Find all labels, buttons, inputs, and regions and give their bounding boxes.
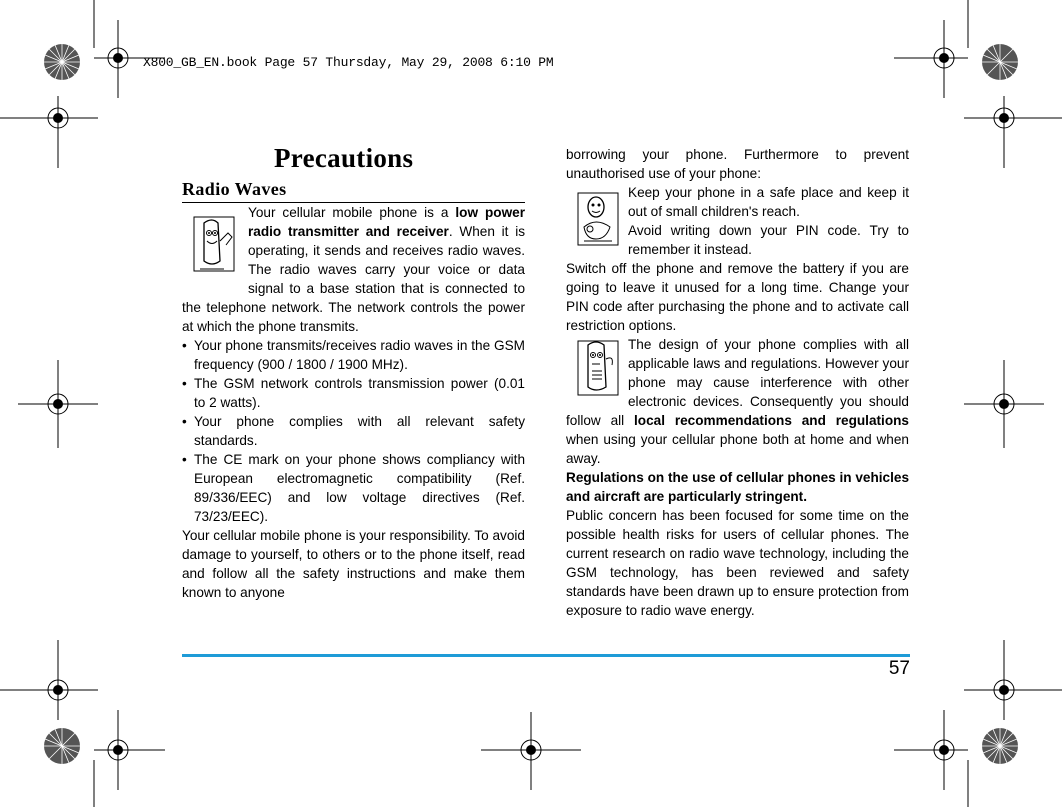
design-text-b: when using your cellular phone both at home and when away. <box>566 432 909 466</box>
continuation-paragraph: borrowing your phone. Furthermore to prevent unauthorised use of your phone: <box>566 147 909 181</box>
intro-text-b: . When it is operating, it sends and receives radio waves. The radio waves carry your voice or data signal to a base station that is connected to the telephone network. The network controls the power at which the phone transmits. <box>182 224 526 334</box>
starburst-mark-bottom-right <box>982 728 1018 764</box>
bullet-item: • The CE mark on your phone shows compliancy with European electromagnetic compatibility (Ref. 89/336/EEC) and low voltage directives (Ref. 73/23/EEC). <box>182 450 525 526</box>
radio-wave-bullet-list <box>182 336 525 526</box>
bullet-item: • Your phone transmits/receives radio waves in the GSM frequency (900 / 1800 / 1900 MHz). <box>182 336 525 374</box>
intro-text-bold: low power radio transmitter and receiver <box>248 205 525 239</box>
footer-rule <box>182 654 910 657</box>
intro-text-a: Your cellular mobile phone is a <box>248 205 456 220</box>
design-text-bold: local recommendations and regulations <box>634 413 909 428</box>
phone-mascot-with-baby-icon <box>566 183 628 257</box>
phone-mascot-waving-icon <box>182 203 248 281</box>
avoid-pin-text: Avoid writing down your PIN code. Try to remember it instead. <box>628 223 909 257</box>
starburst-mark-top-right <box>982 44 1018 80</box>
keep-safe-text: Keep your phone in a safe place and keep it out of small children's reach. <box>628 185 909 219</box>
switch-off-paragraph: Switch off the phone and remove the battery if you are going to leave it unused for a long time. Change your PIN code after purchasing the phone and to activate call restriction options. <box>566 261 909 333</box>
print-header: X800_GB_EN.book Page 57 Thursday, May 29, 2008 6:10 PM <box>143 55 554 70</box>
right-column <box>566 145 909 620</box>
page-title: Precautions <box>274 143 414 173</box>
bullet-item: • Your phone complies with all relevant safety standards. <box>182 412 525 450</box>
public-concern-paragraph: Public concern has been focused for some time on the possible health risks for users of cellular phones. The current research on radio wave technology, including the GSM technology, has been reviewed and safety standards have been drawn up to ensure protection from exposure to radio wave energy. <box>566 508 909 618</box>
starburst-mark-bottom-left <box>44 728 80 764</box>
regulations-bold-text: Regulations on the use of cellular phones in vehicles and aircraft are particularly stringent. <box>566 470 909 504</box>
left-column <box>182 140 525 602</box>
bullet-item: • The GSM network controls transmission power (0.01 to 2 watts). <box>182 374 525 412</box>
page-number: 57 <box>888 658 910 679</box>
responsibility-paragraph: Your cellular mobile phone is your responsibility. To avoid damage to yourself, to others or to the phone itself, read and follow all the safety instructions and make them known to anyone <box>182 528 525 600</box>
section-title: Radio Waves <box>182 178 525 203</box>
design-text-a: The design of your phone complies with all applicable laws and regulations. However your phone may cause interference with other electronic devices. Consequently you should follow all <box>566 337 909 428</box>
phone-mascot-thinking-icon <box>566 335 628 411</box>
starburst-mark-top-left <box>44 44 80 80</box>
